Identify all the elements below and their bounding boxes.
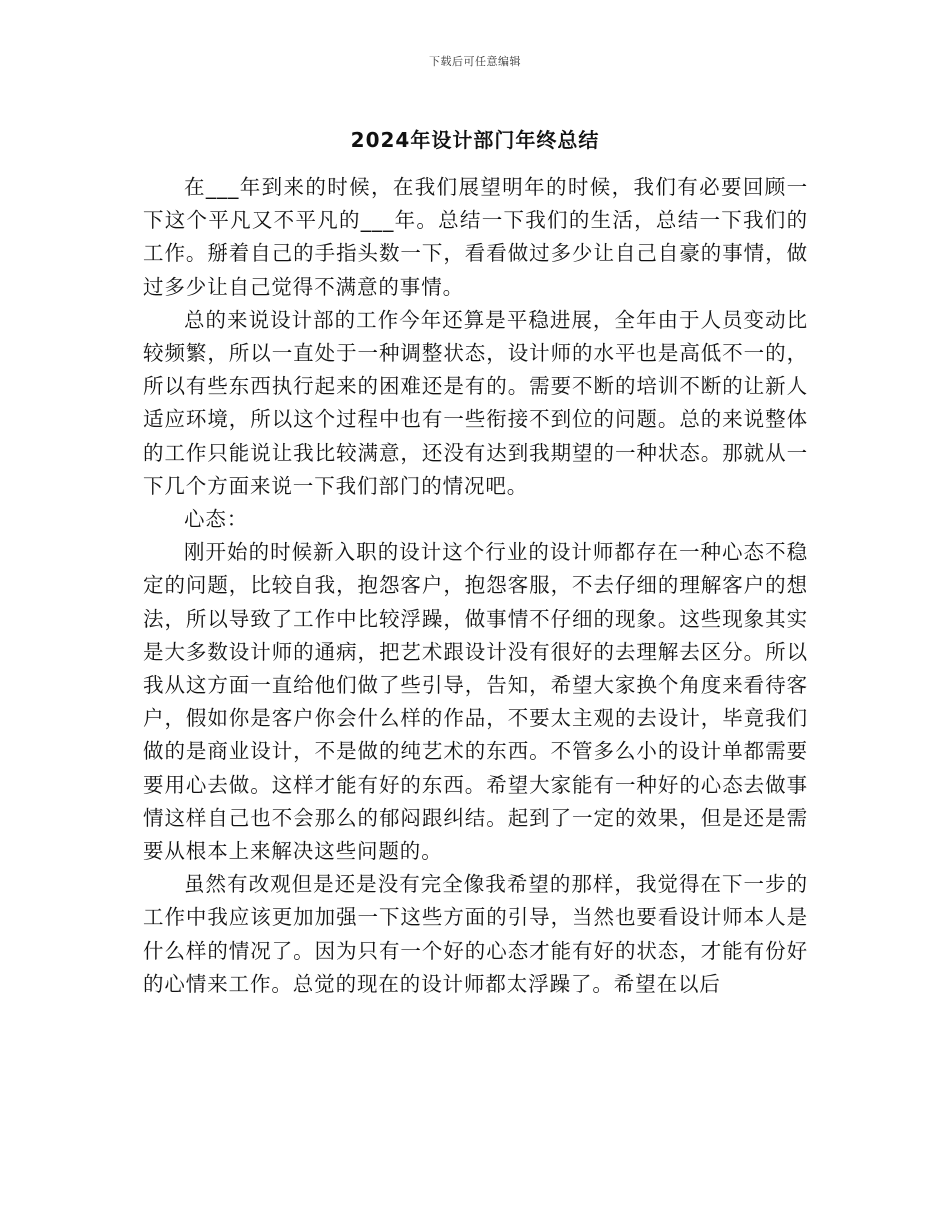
document-body bbox=[143, 171, 808, 1001]
paragraph-mindset: 刚开始的时候新入职的设计这个行业的设计师都存在一种心态不稳定的问题，比较自我，抱怨客户，抱怨客服，不去仔细的理解客户的想法，所以导致了工作中比较浮躁，做事情不仔细的现象。这些现象其实是大多数设计师的通病，把艺术跟设计没有很好的去理解去区分。所以我从这方面一直给他们做了些引导，告知，希望大家换个角度来看待客户，假如你是客户你会什么样的作品，不要太主观的去设计，毕竟我们做的是商业设计，不是做的纯艺术的东西。不管多么小的设计单都需要要用心去做。这样才能有好的东西。希望大家能有一种好的心态去做事情这样自己也不会那么的郁闷跟纠结。起到了一定的效果，但是还是需要从根本上来解决这些问题的。 bbox=[143, 540, 808, 864]
section-heading-mindset: 心态： bbox=[184, 507, 249, 532]
paragraph-improvement: 虽然有改观但是还是没有完全像我希望的那样，我觉得在下一步的工作中我应该更加加强一下这些方面的引导，当然也要看设计师本人是什么样的情况了。因为只有一个好的心态才能有好的状态，才能有份好的心情来工作。总觉的现在的设计师都太浮躁了。希望在以后 bbox=[143, 872, 808, 996]
document-title: 2024年设计部门年终总结 bbox=[350, 128, 600, 152]
header-note: 下载后可任意编辑 bbox=[429, 55, 521, 68]
paragraph-overview: 总的来说设计部的工作今年还算是平稳进展，全年由于人员变动比较频繁，所以一直处于一种调整状态，设计师的水平也是高低不一的，所以有些东西执行起来的困难还是有的。需要不断的培训不断的让新人适应环境，所以这个过程中也有一些衔接不到位的问题。总的来说整体的工作只能说让我比较满意，还没有达到我期望的一种状态。那就从一下几个方面来说一下我们部门的情况吧。 bbox=[143, 307, 808, 498]
paragraph-intro: 在___年到来的时候，在我们展望明年的时候，我们有必要回顾一下这个平凡又不平凡的___年。总结一下我们的生活，总结一下我们的工作。掰着自己的手指头数一下，看看做过多少让自己自豪的事情，做过多少让自己觉得不满意的事情。 bbox=[143, 175, 808, 299]
